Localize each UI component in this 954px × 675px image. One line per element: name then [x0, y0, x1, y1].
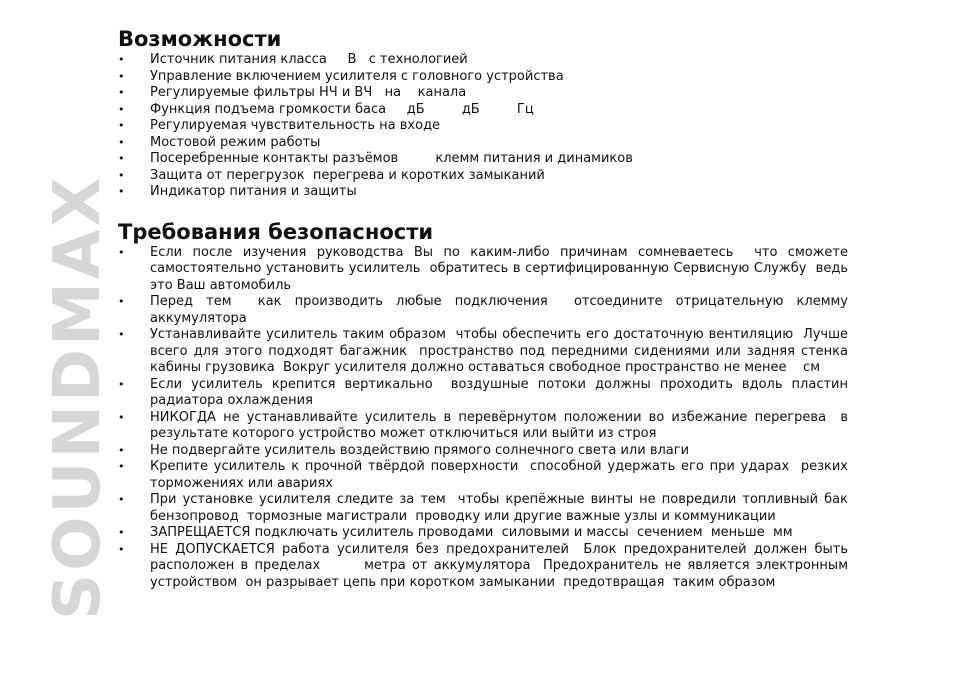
- list-item: • НИКОГДА не устанавливайте усилитель в перевёрнутом положении во избежание перегрева в результате которого устройство может отключиться или выйти из строя: [118, 410, 848, 443]
- list-item: • Индикатор питания и защиты: [118, 184, 848, 201]
- list-item: • Если после изучения руководства Вы по каким-либо причинам сомневаетесь что сможете самостоятельно установить усилитель обратитесь в сертифицированную Сервисную Службу ведь это Ваш автомобиль: [118, 245, 848, 295]
- list-item: • Функция подъема громкости баса дБ дБ Гц: [118, 102, 848, 119]
- features-heading: Возможности: [118, 27, 282, 51]
- list-item: • Если усилитель крепится вертикально воздушные потоки должны проходить вдоль пластин радиатора охлаждения: [118, 377, 848, 410]
- list-item: • Регулируемые фильтры НЧ и ВЧ на канала: [118, 85, 848, 102]
- list-item: • Посеребренные контакты разъёмов клемм питания и динамиков: [118, 151, 848, 168]
- list-item: • Перед тем как производить любые подключения отсоедините отрицательную клемму аккумулятора: [118, 294, 848, 327]
- list-item: • При установке усилителя следите за тем чтобы крепёжные винты не повредили топливный бак бензопровод тормозные магистрали проводку или другие важные узлы и коммуникации: [118, 492, 848, 525]
- list-item: • НЕ ДОПУСКАЕТСЯ работа усилителя без предохранителей Блок предохранителей должен быть расположен в пределах метра от аккумулятора Предохранитель не является электронным устройством он разрывает цепь при коротком замыкании предотвращая таким образом: [118, 542, 848, 592]
- list-item: • Управление включением усилителя с головного устройства: [118, 69, 848, 86]
- page-content: [118, 26, 857, 591]
- safety-list: [118, 244, 857, 592]
- list-item: • Регулируемая чувствительность на входе: [118, 118, 848, 135]
- soundmax-watermark: SOUNDMAX: [41, 174, 115, 620]
- list-item: • Защита от перегрузок перегрева и коротких замыканий: [118, 168, 848, 185]
- list-item: • Не подвергайте усилитель воздействию прямого солнечного света или влаги: [118, 443, 848, 460]
- features-list: [118, 52, 848, 201]
- list-item: • Мостовой режим работы: [118, 135, 848, 152]
- list-item: • Устанавливайте усилитель таким образом чтобы обеспечить его достаточную вентиляцию Лучше всего для этого подходят багажник пространство под передними сидениями или задняя стенка кабины грузовика Вокруг усилителя должно оставаться свободное пространство не менее см: [118, 327, 848, 377]
- list-item: • ЗАПРЕЩАЕТСЯ подключать усилитель проводами силовыми и массы сечением меньше мм: [118, 525, 848, 542]
- list-item: • Источник питания класса В с технологией: [118, 52, 848, 69]
- safety-heading: Требования безопасности: [118, 219, 434, 244]
- list-item: • Крепите усилитель к прочной твёрдой поверхности способной удержать его при ударах резких торможениях или авариях: [118, 459, 848, 492]
